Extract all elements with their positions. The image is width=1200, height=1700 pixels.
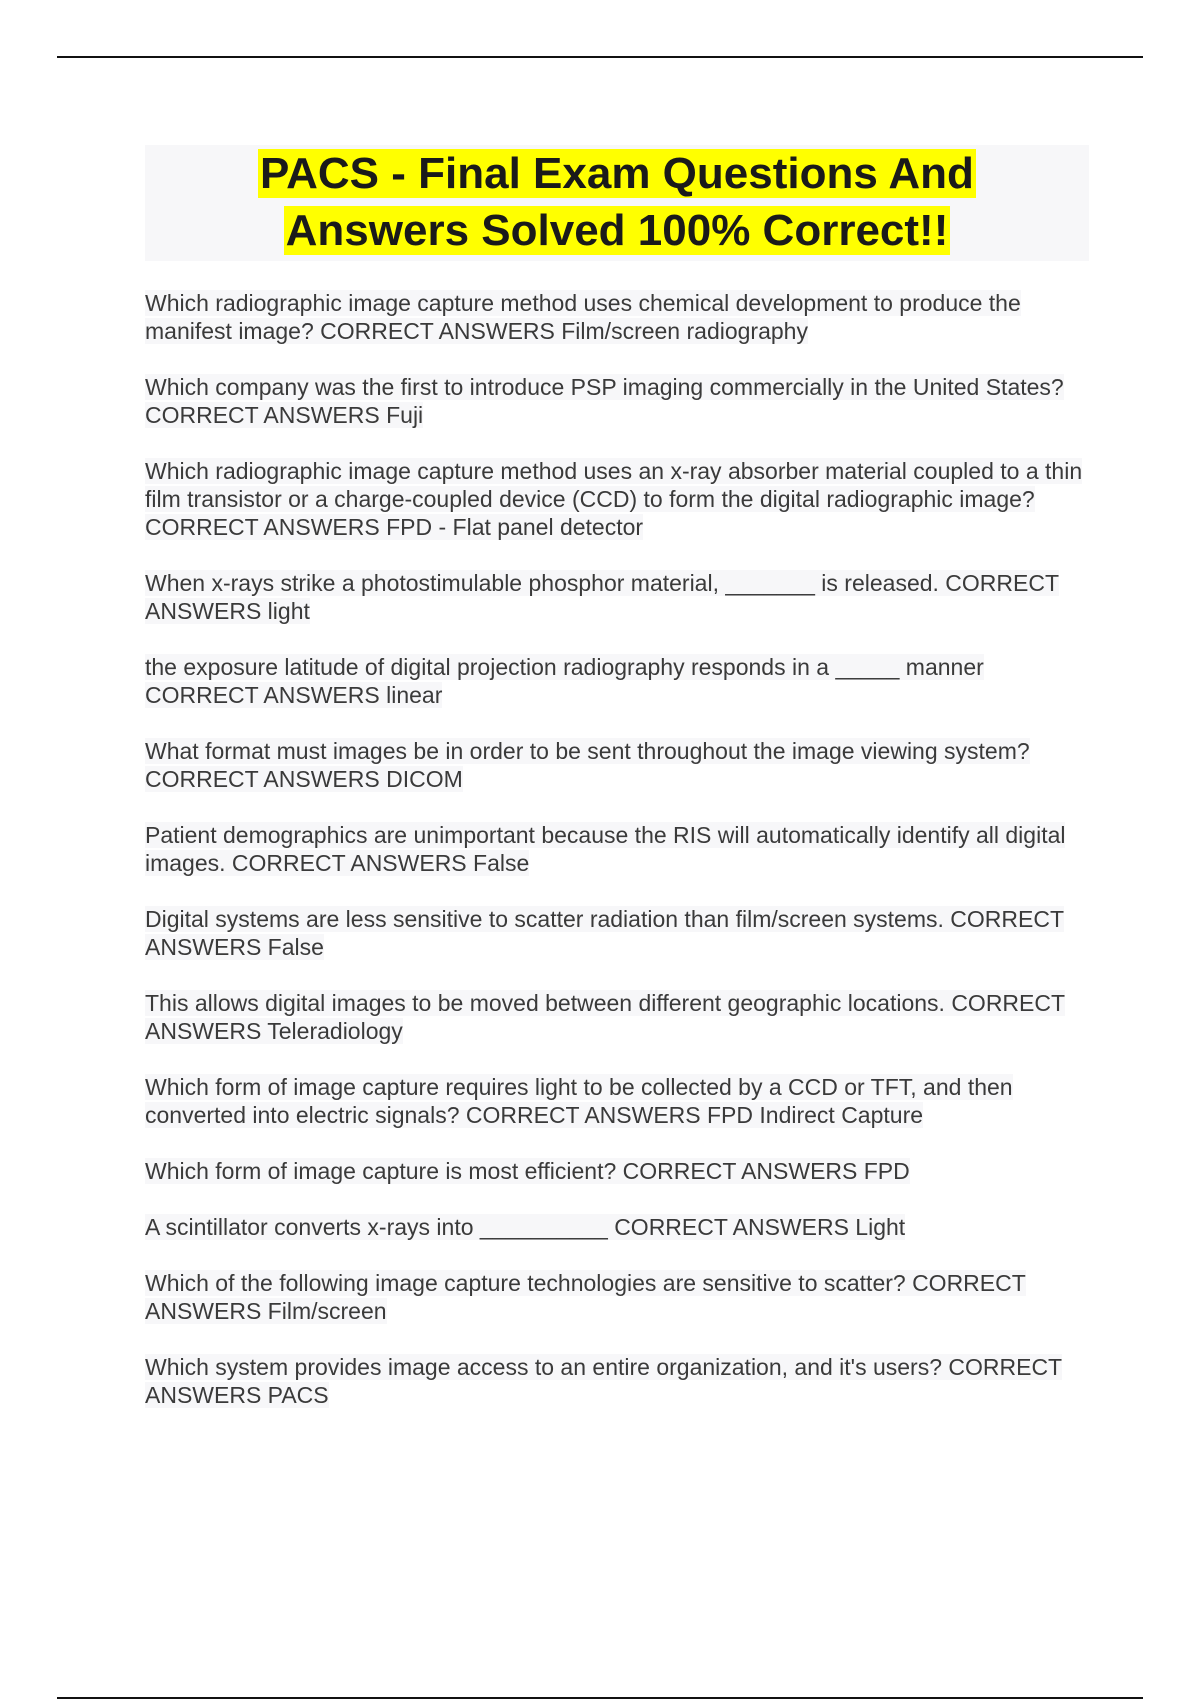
qa-text: Which of the following image capture technologies are sensitive to scatter? CORRECT ANSWERS Film/screen	[145, 1270, 1026, 1324]
qa-text: Patient demographics are unimportant because the RIS will automatically identify all digital images. CORRECT ANSWERS False	[145, 822, 1066, 876]
qa-item	[145, 1157, 1089, 1185]
qa-text: Which radiographic image capture method uses an x-ray absorber material coupled to a thin film transistor or a charge-coupled device (CCD) to form the digital radiographic image? CORRECT ANSWERS FPD - Flat panel detector	[145, 458, 1083, 540]
qa-text: Which form of image capture requires light to be collected by a CCD or TFT, and then converted into electric signals? CORRECT ANSWERS FPD Indirect Capture	[145, 1074, 1013, 1128]
qa-item	[145, 1213, 1089, 1241]
document-title	[145, 145, 1089, 259]
qa-item	[145, 289, 1089, 345]
qa-item	[145, 737, 1089, 793]
document-body	[145, 145, 1089, 1437]
qa-text: When x-rays strike a photostimulable phosphor material, _______ is released. CORRECT ANSWERS light	[145, 570, 1060, 624]
qa-text: Digital systems are less sensitive to scatter radiation than film/screen systems. CORRECT ANSWERS False	[145, 906, 1065, 960]
qa-item	[145, 821, 1089, 877]
qa-text: Which radiographic image capture method uses chemical development to produce the manifest image? CORRECT ANSWERS Film/screen radiography	[145, 290, 1021, 344]
qa-text: Which company was the first to introduce PSP imaging commercially in the United States? CORRECT ANSWERS Fuji	[145, 374, 1064, 428]
qa-text: This allows digital images to be moved between different geographic locations. CORRECT ANSWERS Teleradiology	[145, 990, 1066, 1044]
qa-item	[145, 989, 1089, 1045]
qa-text: What format must images be in order to be sent throughout the image viewing system? CORRECT ANSWERS DICOM	[145, 738, 1030, 792]
qa-list	[145, 289, 1089, 1409]
title-line-1: PACS - Final Exam Questions And	[260, 149, 974, 198]
qa-item	[145, 653, 1089, 709]
title-block	[145, 145, 1089, 261]
qa-text: Which form of image capture is most efficient? CORRECT ANSWERS FPD	[145, 1158, 910, 1184]
qa-item	[145, 1073, 1089, 1129]
qa-item	[145, 569, 1089, 625]
qa-item	[145, 1269, 1089, 1325]
qa-text: Which system provides image access to an entire organization, and it's users? CORRECT ANSWERS PACS	[145, 1354, 1063, 1408]
footer-rule	[57, 1697, 1143, 1699]
qa-text: the exposure latitude of digital projection radiography responds in a _____ manner CORRECT ANSWERS linear	[145, 654, 984, 708]
qa-item	[145, 457, 1089, 541]
qa-item	[145, 905, 1089, 961]
qa-item	[145, 373, 1089, 429]
qa-item	[145, 1353, 1089, 1409]
title-line-2: Answers Solved 100% Correct!!	[285, 206, 949, 255]
qa-text: A scintillator converts x-rays into __________ CORRECT ANSWERS Light	[145, 1214, 906, 1240]
header-rule	[57, 56, 1143, 58]
